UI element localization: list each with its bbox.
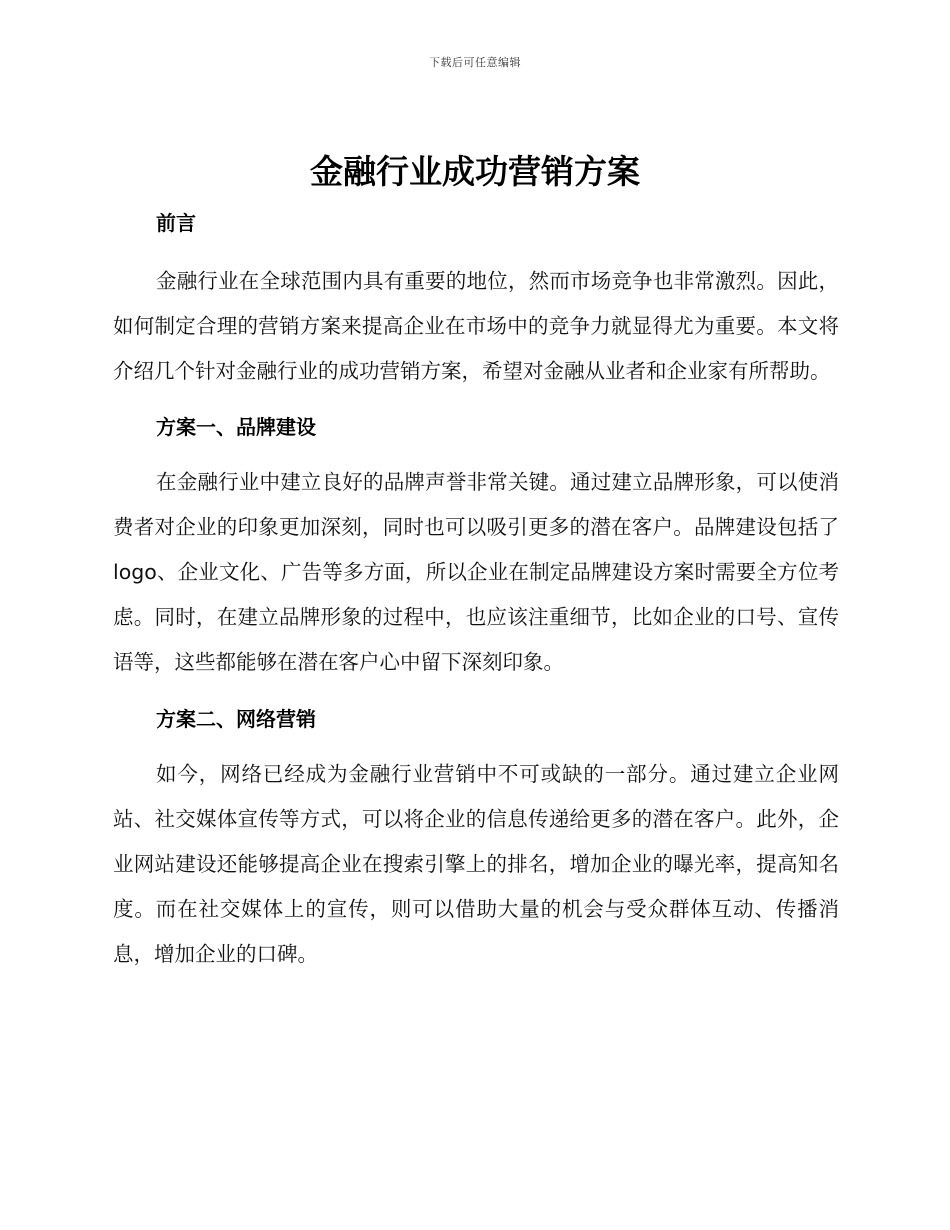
section-paragraph-plan-one: 在金融行业中建立良好的品牌声誉非常关键。通过建立品牌形象，可以使消费者对企业的印象更加深刻，同时也可以吸引更多的潜在客户。品牌建设包括了 logo、企业文化、广告等多方面，所以企业在制定品牌建设方案时需要全方位考虑。同时，在建立品牌形象的过程中，也应该注重细节，比如企业的口号、宣传语等，这些都能够在潜在客户心中留下深刻印象。 [113, 470, 839, 674]
document-title: 金融行业成功营销方案 [310, 152, 640, 191]
page-header-note: 下载后可任意编辑 [429, 56, 521, 69]
section-paragraph-plan-two: 如今，网络已经成为金融行业营销中不可或缺的一部分。通过建立企业网站、社交媒体宣传等方式，可以将企业的信息传递给更多的潜在客户。此外，企业网站建设还能够提高企业在搜索引擎上的排名，增加企业的曝光率，提高知名度。而在社交媒体上的宣传，则可以借助大量的机会与受众群体互动、传播消息，增加企业的口碑。 [113, 762, 839, 966]
section-heading-plan-two: 方案二、网络营销 [156, 707, 316, 731]
section-paragraph-preface: 金融行业在全球范围内具有重要的地位，然而市场竞争也非常激烈。因此，如何制定合理的营销方案来提高企业在市场中的竞争力就显得尤为重要。本文将介绍几个针对金融行业的成功营销方案，希望对金融从业者和企业家有所帮助。 [113, 269, 839, 383]
section-heading-plan-one: 方案一、品牌建设 [156, 415, 316, 439]
document-body [113, 203, 839, 977]
section-heading-preface: 前言 [156, 211, 196, 235]
